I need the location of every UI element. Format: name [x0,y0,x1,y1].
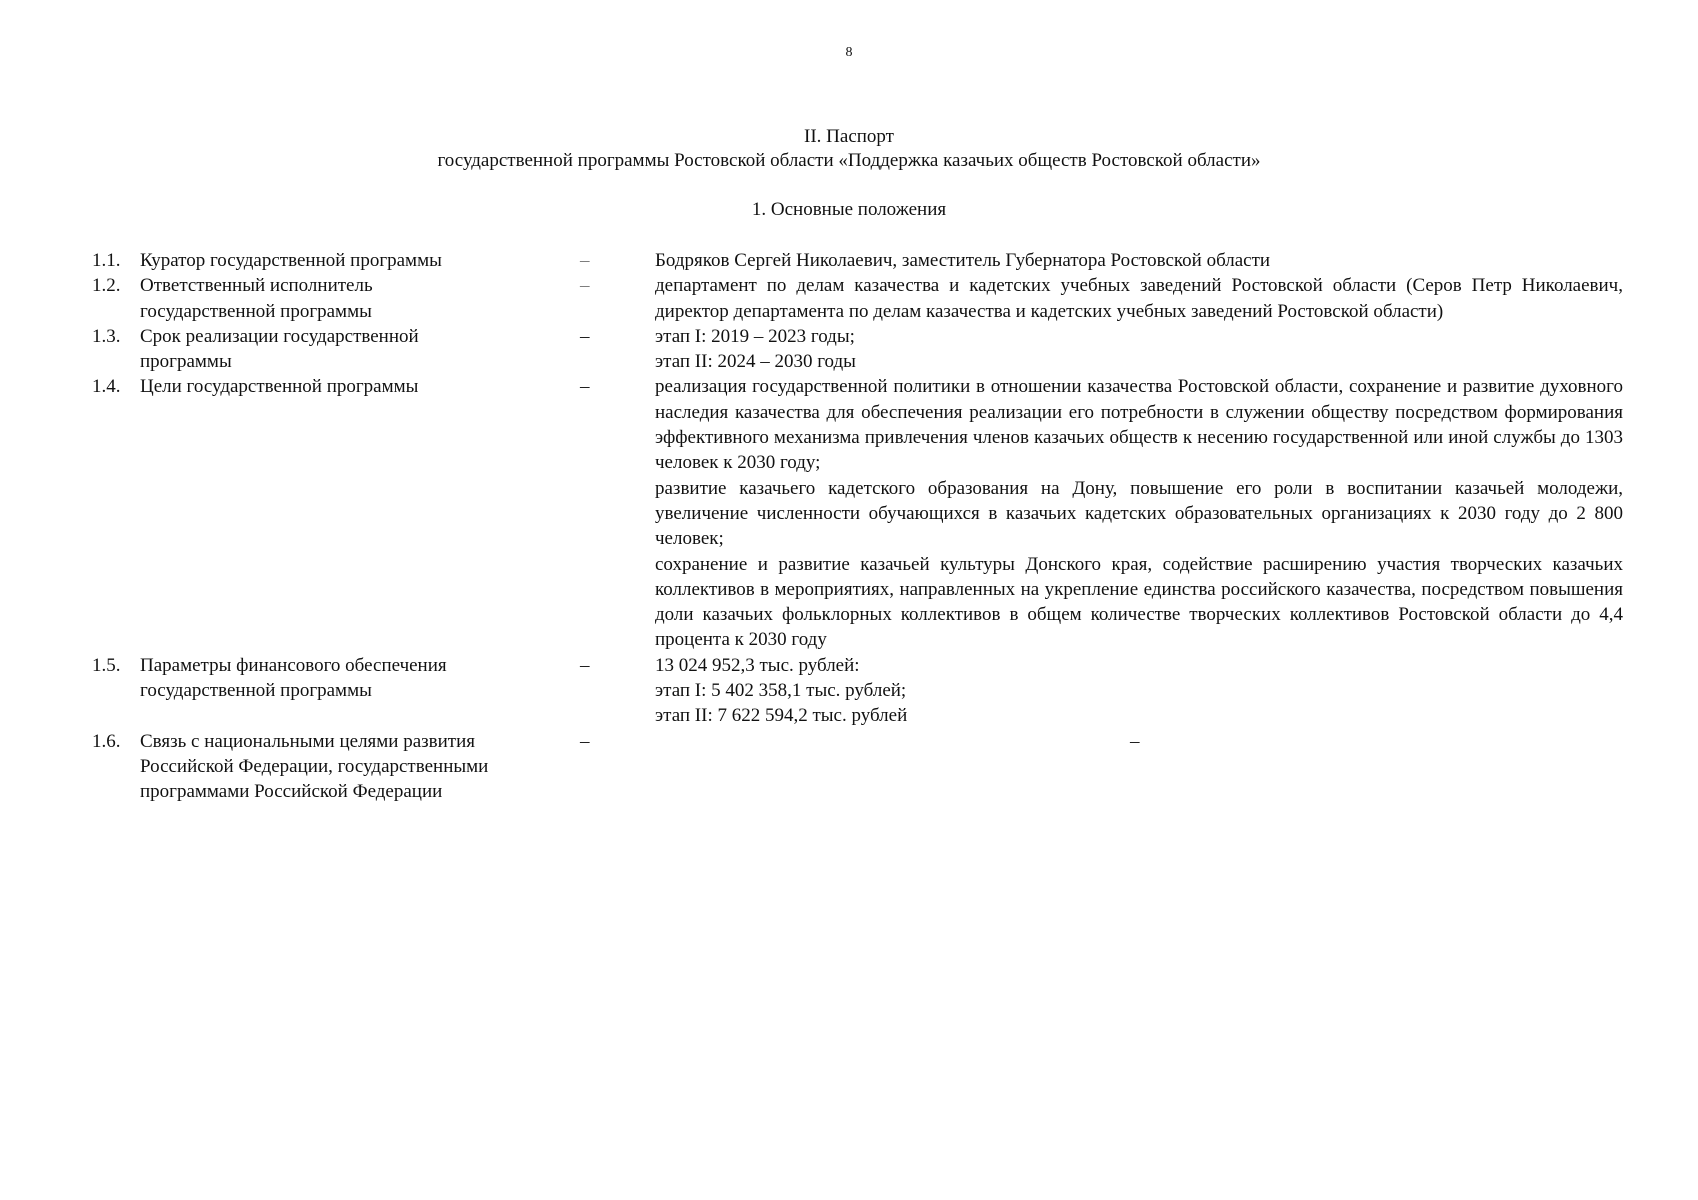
row-number: 1.1. [92,250,121,271]
passport-subtitle: государственной программы Ростовской области «Поддержка казачьих обществ Ростовской области» [437,150,1261,171]
passport-title: II. Паспорт [804,126,894,147]
row-label: Куратор государственной программы [140,250,442,271]
row-dash: – [580,325,590,347]
passport-row-period [0,324,1698,375]
row-label: Ответственный исполнитель государственной программы [140,275,373,322]
value-line: этап II: 7 622 594,2 тыс. рублей [655,705,908,727]
row-value [655,729,1623,754]
passport-table [0,248,1698,805]
row-label: Параметры финансового обеспечения государственной программы [140,654,447,702]
row-number: 1.4. [92,376,121,398]
passport-row-goals [0,374,1698,652]
row-number: 1.5. [92,654,121,676]
page-number: 8 [845,45,853,60]
value-paragraph: сохранение и развитие казачьей культуры Донского края, содействие расширению участия творческих казачьих коллективов в мероприятиях, направленных на укрепление единства российского казачества, посредством повышения доли казачьих фольклорных коллективов в общем количестве творческих коллективов Ростовской области до 4,4 процента к 2030 году [655,553,1623,651]
value-paragraph: развитие казачьего кадетского образования на Дону, повышение его роли в воспитании казачьей молодежи, увеличение численности обучающихся в казачьих кадетских образовательных организациях к 2030 году до 2 800 человек; [655,477,1623,550]
value-line: – [1130,730,1140,752]
row-value [655,374,1623,652]
value-line: 13 024 952,3 тыс. рублей: [655,654,860,676]
value-paragraph: реализация государственной политики в отношении казачества Ростовской области, сохранение и развитие духовного наследия казачества для обеспечения реализации его потребности в служении обществу посредством формирования эффективного механизма привлечения членов казачьих обществ к несению государственной или иной службы до 1303 человек к 2030 году; [655,376,1623,474]
row-dash: – [580,376,590,398]
row-dash: – [580,275,590,297]
passport-row-funding [0,653,1698,729]
row-dash: – [580,654,590,676]
row-number: 1.3. [92,325,121,347]
passport-row-curator [0,248,1698,273]
row-dash: – [580,250,590,271]
row-value [655,653,1623,729]
row-value [655,248,1623,273]
row-number: 1.6. [92,730,121,752]
row-label: Срок реализации государственной программы [140,325,419,373]
passport-row-national-goals [0,729,1698,805]
row-dash: – [580,730,590,752]
passport-row-executor [0,273,1698,324]
row-value [655,273,1623,324]
value-line: этап I: 5 402 358,1 тыс. рублей; [655,680,907,702]
value-line: этап I: 2019 – 2023 годы; [655,325,855,347]
section-title: 1. Основные положения [751,199,947,220]
value-line: департамент по делам казачества и кадетских учебных заведений Ростовской области (Серов Петр Николаевич, директор департамента по делам казачества и кадетских учебных заведений Ростовской области) [655,275,1623,322]
row-label: Связь с национальными целями развития Российской Федерации, государственными программами Российской Федерации [140,730,489,803]
value-line: этап II: 2024 – 2030 годы [655,351,856,373]
row-label: Цели государственной программы [140,376,419,398]
value-line: Бодряков Сергей Николаевич, заместитель Губернатора Ростовской области [655,250,1271,271]
row-value [655,324,1623,375]
row-number: 1.2. [92,275,121,297]
